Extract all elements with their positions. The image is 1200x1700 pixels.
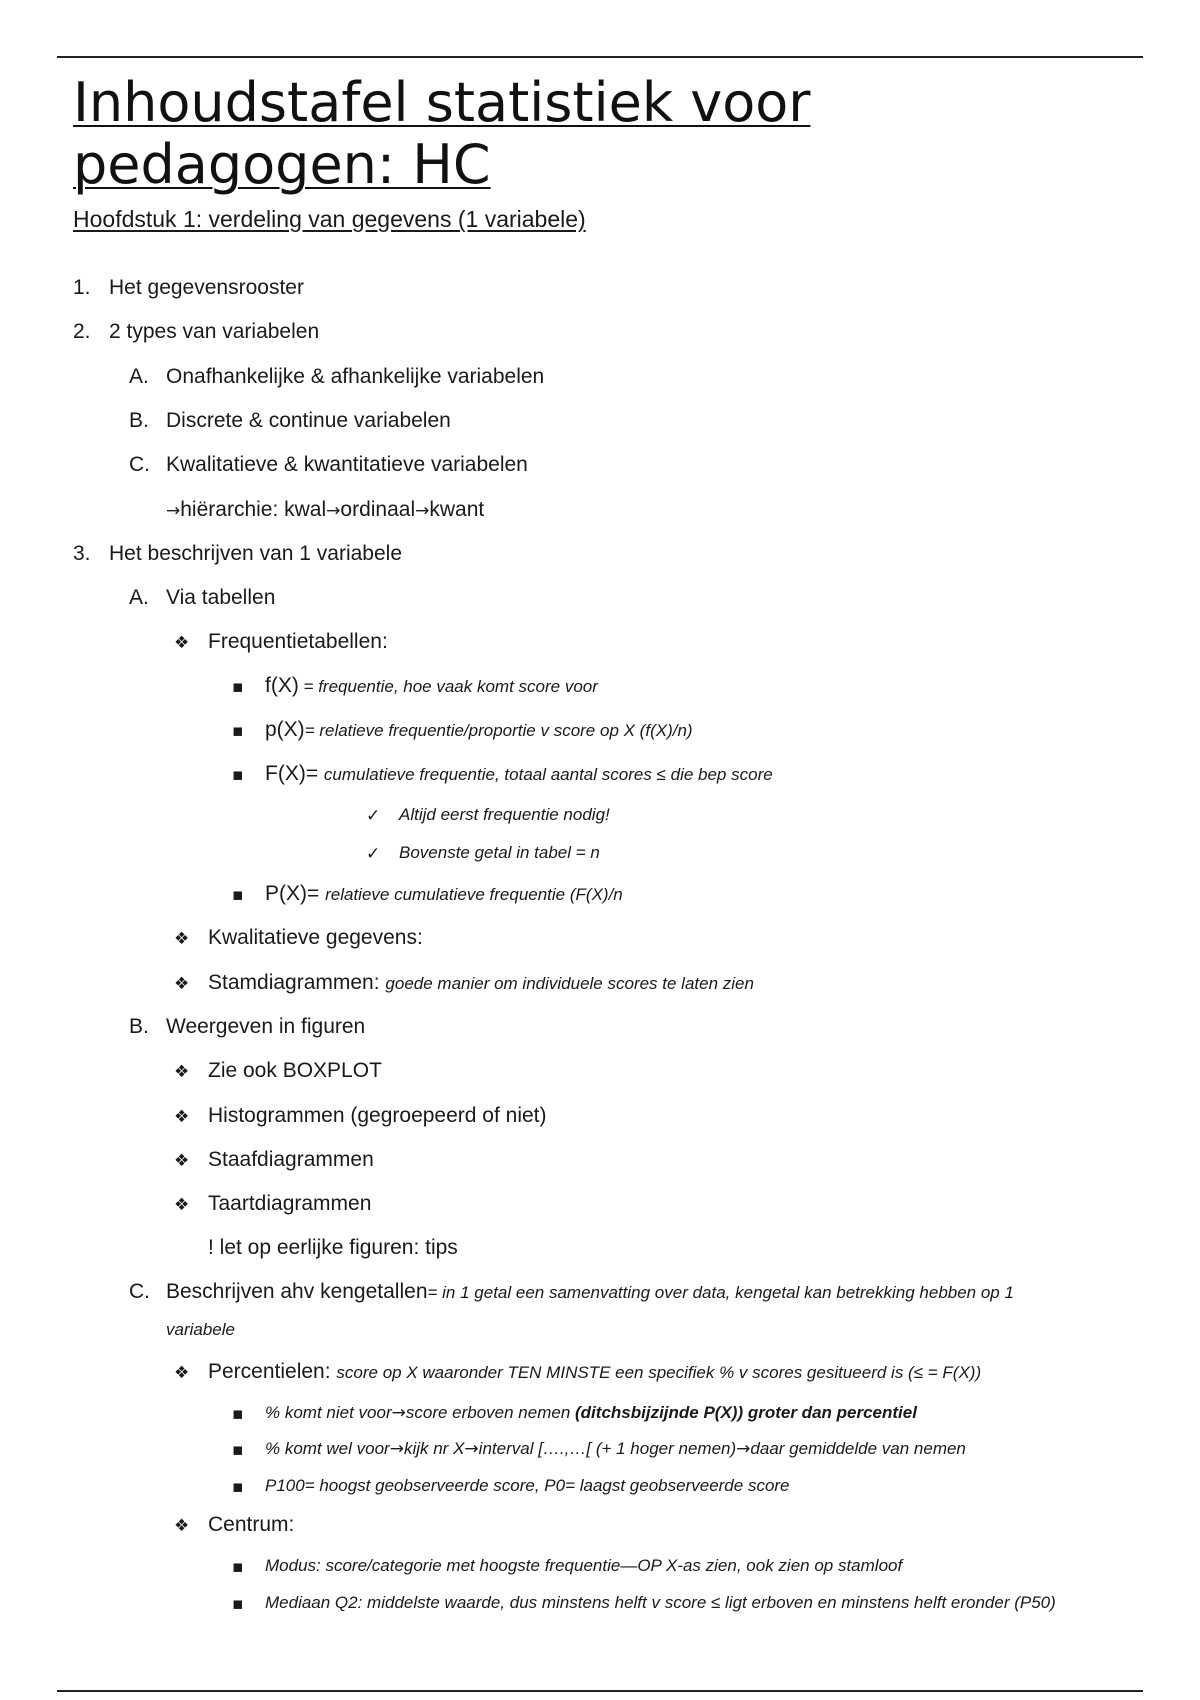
diamond-bullet-icon: ❖ (174, 1363, 190, 1383)
list-item: B. Weergeven in figuren (129, 1015, 366, 1038)
diamond-bullet-icon: ❖ (174, 1151, 190, 1171)
diamond-bullet-icon: ❖ (174, 929, 190, 949)
square-bullet-icon: ▪ (232, 765, 244, 785)
list-item: ❖ Histogrammen (gegroepeerd of niet) (174, 1104, 547, 1127)
list-letter: B. (129, 409, 149, 432)
list-item: ❖ Zie ook BOXPLOT (174, 1059, 382, 1082)
list-number: 1. (73, 276, 91, 299)
square-bullet-icon: ▪ (232, 721, 244, 741)
list-item (73, 541, 402, 567)
note-text: ! let op eerlijke figuren: tips (208, 1236, 458, 1259)
square-bullet-icon: ▪ (232, 1557, 244, 1577)
square-bullet-icon: ▪ (232, 885, 244, 905)
list-text: Via tabellen (166, 586, 276, 609)
arrow-icon: → (166, 501, 181, 521)
list-text: Het beschrijven van 1 variabele (109, 542, 402, 565)
list-item (73, 319, 320, 345)
bottom-rule (57, 1690, 1143, 1692)
arrow-icon: → (415, 501, 430, 521)
list-item: ✓ Bovenste getal in tabel = n (366, 843, 600, 864)
checkmark-icon: ✓ (366, 806, 381, 826)
hierarchy-note: →hiërarchie: kwal→ordinaal→kwant (166, 498, 485, 521)
list-letter: C. (129, 453, 150, 476)
list-item: ▪ F(X)= cumulatieve frequentie, totaal aantal scores ≤ die bep score (232, 762, 773, 785)
list-item (174, 629, 388, 656)
list-letter: C. (129, 1280, 150, 1303)
diamond-bullet-icon: ❖ (174, 1516, 190, 1536)
list-item (129, 452, 528, 478)
list-item: ❖ Kwalitatieve gegevens: (174, 926, 423, 949)
list-item: ❖ Staafdiagrammen (174, 1148, 374, 1171)
arrow-icon: → (736, 1439, 751, 1459)
list-item: ▪ Modus: score/categorie met hoogste frequentie—OP X-as zien, ook zien op stamloof (232, 1556, 903, 1577)
list-item: ▪ % komt wel voor→kijk nr X→interval [….,…[ (+ 1 hoger nemen)→daar gemiddelde van nemen (232, 1439, 966, 1460)
list-item (73, 275, 304, 301)
square-bullet-icon: ▪ (232, 1594, 244, 1614)
top-rule (57, 56, 1143, 58)
document-title: Inhoudstafel statistiek voor pedagogen: HC (73, 71, 811, 196)
diamond-bullet-icon: ❖ (174, 974, 190, 994)
list-item: ❖ Taartdiagrammen (174, 1192, 372, 1215)
square-bullet-icon: ▪ (232, 1404, 244, 1424)
square-bullet-icon: ▪ (232, 1477, 244, 1497)
list-text: Kwalitatieve & kwantitatieve variabelen (166, 453, 528, 476)
list-text: Het gegevensrooster (109, 276, 304, 299)
list-item: ▪ Mediaan Q2: middelste waarde, dus minstens helft v score ≤ ligt erboven en minstens helft eronder (P50) (232, 1593, 1056, 1614)
list-letter: A. (129, 586, 149, 609)
list-item: ▪ f(X) = frequentie, hoe vaak komt score voor (232, 674, 598, 697)
chapter-heading: Hoofdstuk 1: verdeling van gegevens (1 variabele) (73, 206, 586, 232)
list-text: Frequentietabellen: (208, 630, 388, 653)
list-item: ▪ % komt niet voor→score erboven nemen (ditchsbijzijnde P(X)) groter dan percentiel (232, 1403, 917, 1424)
square-bullet-icon: ▪ (232, 1440, 244, 1460)
arrow-icon: → (391, 1403, 406, 1423)
list-item: ❖ Stamdiagrammen: goede manier om individuele scores te laten zien (174, 971, 754, 994)
list-item: ❖ Centrum: (174, 1513, 295, 1536)
diamond-bullet-icon: ❖ (174, 633, 190, 653)
list-item (129, 408, 451, 434)
list-letter: B. (129, 1015, 149, 1038)
diamond-bullet-icon: ❖ (174, 1062, 190, 1082)
list-item: ❖ Percentielen: score op X waaronder TEN MINSTE een specifiek % v scores gesitueerd is (≤ = F(X)) (174, 1360, 982, 1383)
list-item (129, 364, 545, 390)
continuation-text: variabele (166, 1320, 235, 1339)
list-number: 2. (73, 320, 91, 343)
list-item: ▪ P100= hoogst geobserveerde score, P0= laagst geobserveerde score (232, 1476, 790, 1497)
square-bullet-icon: ▪ (232, 677, 244, 697)
list-letter: A. (129, 365, 149, 388)
arrow-icon: → (326, 501, 341, 521)
arrow-icon: → (389, 1439, 404, 1459)
list-item: C. Beschrijven ahv kengetallen= in 1 getal een samenvatting over data, kengetal kan betrekking hebben op 1 (129, 1280, 1014, 1303)
list-item (129, 585, 276, 611)
list-item: ✓ Altijd eerst frequentie nodig! (366, 805, 610, 826)
list-text: Discrete & continue variabelen (166, 409, 451, 432)
list-item: ▪ p(X)= relatieve frequentie/proportie v score op X (f(X)/n) (232, 718, 693, 741)
list-text: 2 types van variabelen (109, 320, 320, 343)
list-text: Onafhankelijke & afhankelijke variabelen (166, 365, 545, 388)
arrow-icon: → (464, 1439, 479, 1459)
checkmark-icon: ✓ (366, 844, 381, 864)
diamond-bullet-icon: ❖ (174, 1107, 190, 1127)
diamond-bullet-icon: ❖ (174, 1195, 190, 1215)
list-item: ▪ P(X)= relatieve cumulatieve frequentie (F(X)/n (232, 882, 623, 905)
list-number: 3. (73, 542, 91, 565)
